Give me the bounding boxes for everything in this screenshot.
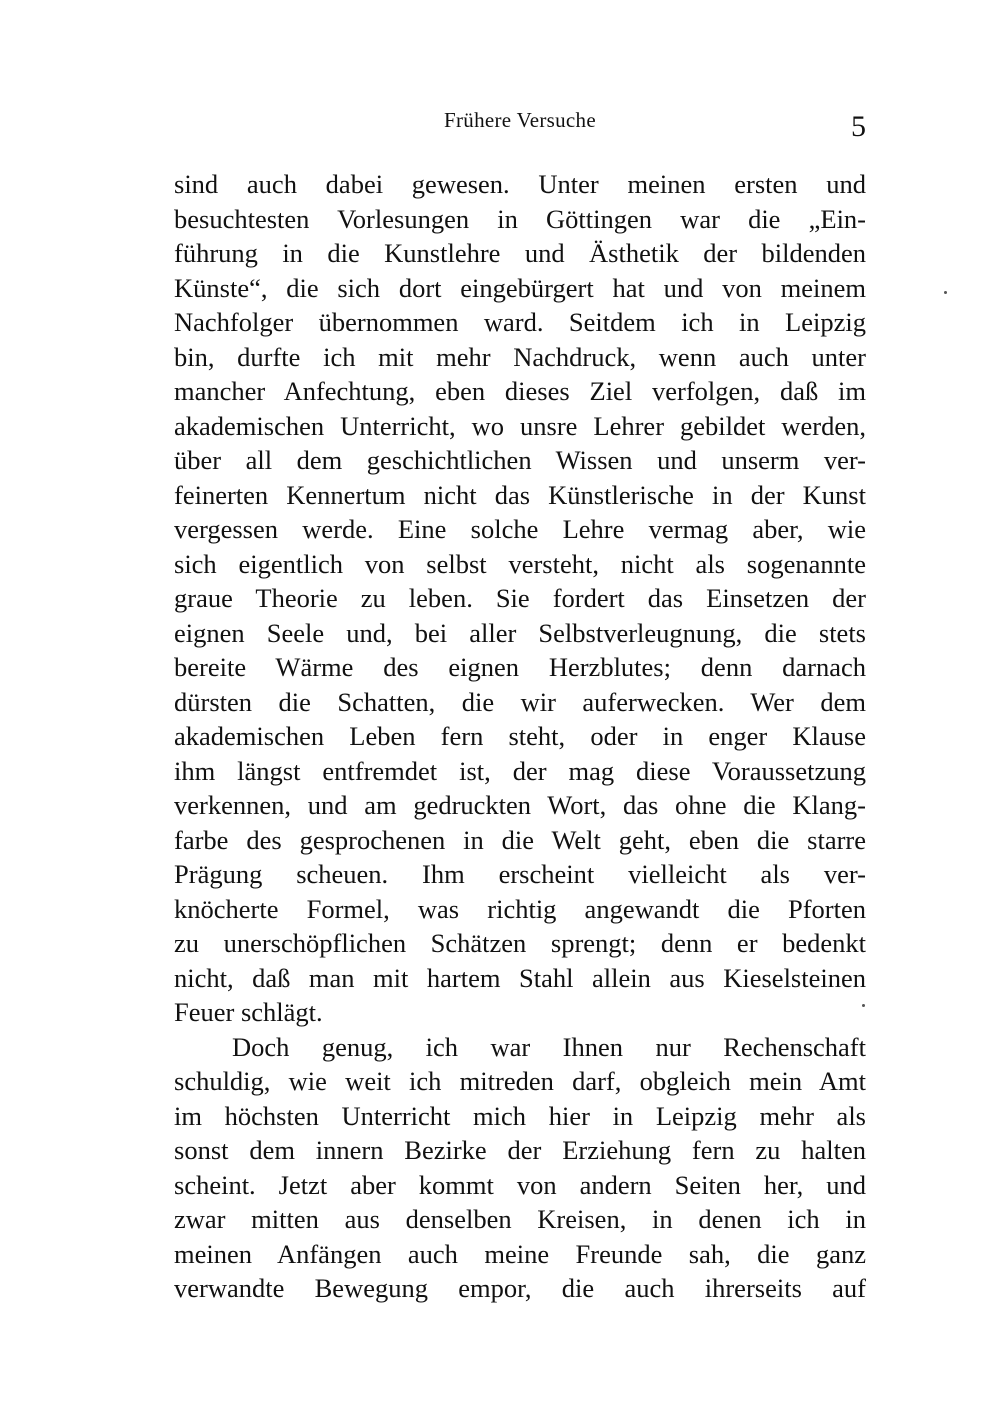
page-number: 5 [851, 110, 866, 143]
text-line: graue Theorie zu leben. Sie fordert das Einsetzen der [174, 583, 866, 613]
text-line: nicht, daß man mit hartem Stahl allein aus Kieselsteinen [174, 962, 866, 993]
text-line: feinerten Kennertum nicht das Künstlerische in der Kunst [174, 479, 866, 510]
text-line: mancher Anfechtung, eben dieses Ziel verfolgen, daß im [174, 376, 866, 406]
text-line: meinen Anfängen auch meine Freunde sah, die ganz [174, 1238, 866, 1269]
text-line: akademischen Unterricht, wo unsre Lehrer gebildet werden, [174, 410, 866, 441]
text-line: über all dem geschichtlichen Wissen und unserm ver- [174, 445, 866, 475]
text-line: Künste“, die sich dort eingebürgert hat und von meinem [174, 272, 866, 303]
text-line: Nachfolger übernommen ward. Seitdem ich in Leipzig [174, 307, 866, 337]
text-line: schuldig, wie weit ich mitreden darf, obgleich mein Amt [174, 1066, 866, 1096]
text-line: bereite Wärme des eignen Herzblutes; denn darnach [174, 652, 866, 682]
text-line: Doch genug, ich war Ihnen nur Rechenschaft [232, 1031, 866, 1062]
text-line: knöcherte Formel, was richtig angewandt die Pforten [174, 893, 866, 924]
text-line: bin, durfte ich mit mehr Nachdruck, wenn auch unter [174, 341, 866, 372]
running-head [174, 108, 866, 142]
text-line: Prägung scheuen. Ihm erscheint vielleicht als ver- [174, 859, 866, 889]
body-text [174, 167, 866, 1306]
paragraph-1 [174, 167, 866, 1030]
text-line: vergessen werde. Eine solche Lehre vermag aber, wie [174, 514, 866, 544]
paragraph-2 [174, 1030, 866, 1306]
text-line: ihm längst entfremdet ist, der mag diese Voraussetzung [174, 755, 866, 786]
text-line: Feuer schlägt. [174, 997, 323, 1027]
text-line: verwandte Bewegung empor, die auch ihrerseits auf [174, 1273, 866, 1303]
print-speck [944, 291, 947, 294]
text-line: scheint. Jetzt aber kommt von andern Seiten her, und [174, 1169, 866, 1200]
text-line: akademischen Leben fern steht, oder in enger Klause [174, 721, 866, 751]
text-line: sonst dem innern Bezirke der Erziehung fern zu halten [174, 1135, 866, 1165]
text-line: besuchtesten Vorlesungen in Göttingen war die „Ein- [174, 203, 866, 234]
text-line: sich eigentlich von selbst versteht, nicht als sogenannte [174, 548, 866, 579]
text-line: zu unerschöpflichen Schätzen sprengt; denn er bedenkt [174, 928, 866, 958]
text-line: im höchsten Unterricht mich hier in Leipzig mehr als [174, 1100, 866, 1131]
text-line: eignen Seele und, bei aller Selbstverleugnung, die stets [174, 617, 866, 648]
text-line: sind auch dabei gewesen. Unter meinen ersten und [174, 169, 866, 199]
text-line: zwar mitten aus denselben Kreisen, in denen ich in [174, 1204, 866, 1234]
text-line: führung in die Kunstlehre und Ästhetik der bildenden [174, 238, 866, 268]
text-line: dürsten die Schatten, die wir auferwecken. Wer dem [174, 686, 866, 717]
print-speck [862, 1004, 865, 1007]
running-title: Frühere Versuche [444, 108, 596, 132]
text-line: verkennen, und am gedruckten Wort, das ohne die Klang- [174, 790, 866, 820]
text-line: farbe des gesprochenen in die Welt geht, eben die starre [174, 824, 866, 855]
